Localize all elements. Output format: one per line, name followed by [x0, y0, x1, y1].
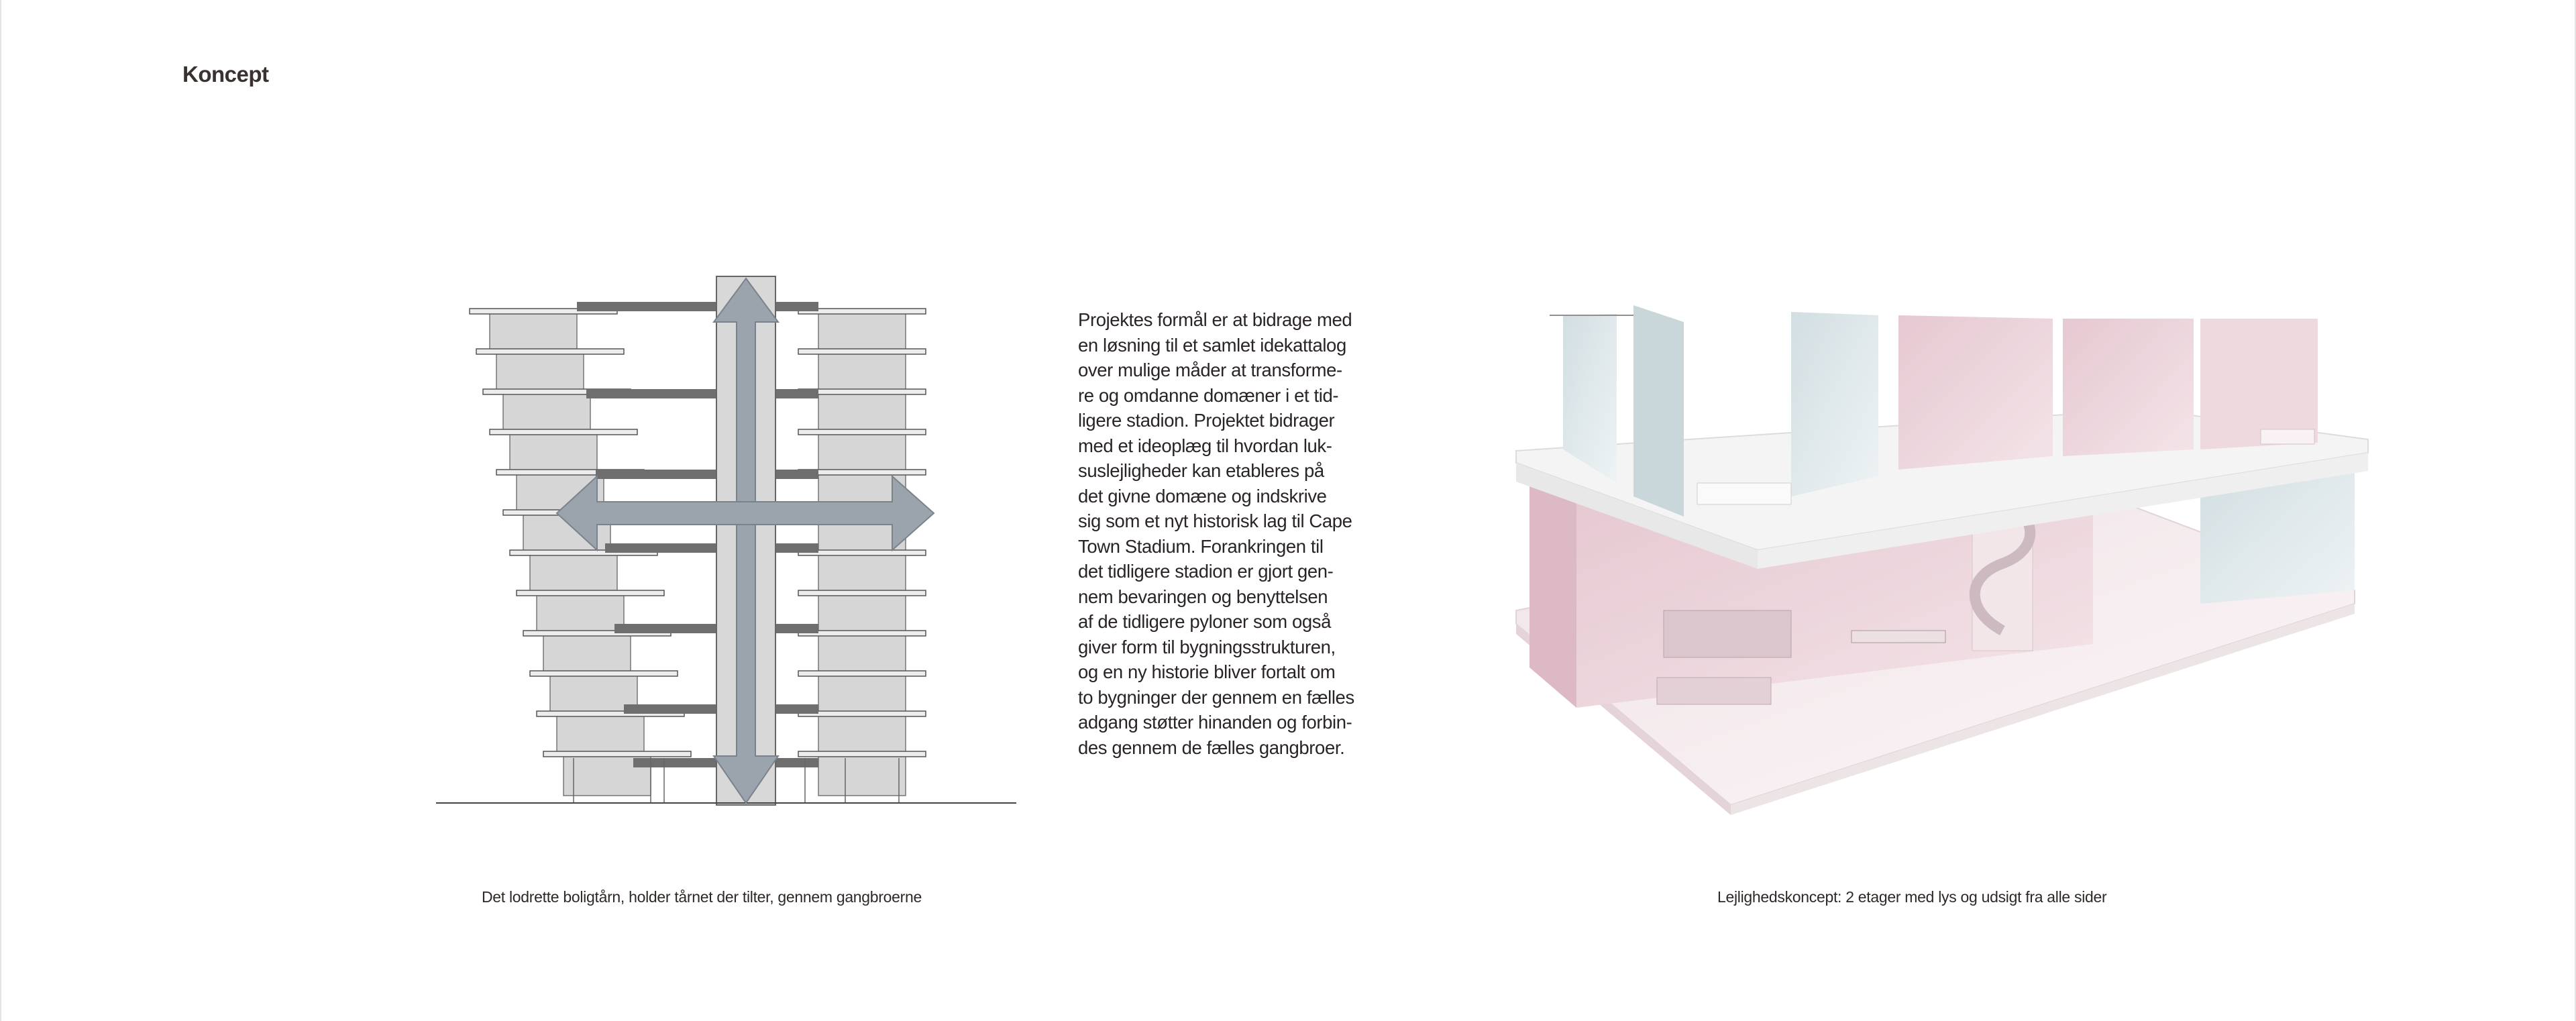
right-tower-slab	[798, 349, 926, 354]
walkway-left	[586, 389, 716, 398]
left-tower-floor	[543, 635, 631, 675]
right-tower-floor	[818, 313, 906, 353]
left-tower-slab	[543, 751, 691, 757]
upper-bed-2	[2261, 429, 2314, 444]
upper-blue-wall-3	[1791, 312, 1878, 496]
walkway-left	[605, 543, 716, 553]
tower-caption: Det lodrette boligtårn, holder tårnet der tilter, gennem gangbroerne	[482, 888, 922, 906]
right-tower-slab	[798, 429, 926, 435]
concept-description: Projektes formål er at bidrage med en løsning til et samlet idekattalog over mulige måder at transforme- re og omdanne domæner i et tid- ligere stadion. Projektet bidrager med et ideoplæg til hvordan luk- suslejligheder kan etableres på det givne domæne og indskrive sig som et nyt historisk lag til Cape Town Stadium. Forankringen til det tidligere stadion er gjort gen- nem bevaringen og benyttelsen af de tidligere pyloner som også giver form til bygningsstrukturen, og en ny historie bliver fortalt om to bygninger der gennem en fælles adgang støtter hinanden og forbin- des gennem de fælles gangbroer.	[1078, 309, 1354, 758]
right-tower-floor	[818, 715, 906, 755]
walkway-right	[775, 389, 818, 398]
left-tower-floor	[503, 393, 590, 433]
walkway-left	[596, 470, 716, 479]
right-tower-slab	[798, 751, 926, 757]
apartment-caption: Lejlighedskoncept: 2 etager med lys og udsigt fra alle sider	[1717, 888, 2107, 906]
right-tower-floor	[818, 554, 906, 594]
walkway-left	[624, 704, 716, 714]
right-tower-floor	[818, 393, 906, 433]
walkway-right	[775, 543, 818, 553]
left-tower-floor	[490, 313, 577, 353]
right-tower-slab	[798, 590, 926, 596]
upper-pink-wall-2	[2063, 319, 2194, 456]
walkway-right	[775, 470, 818, 479]
upper-blue-wall-2	[1633, 305, 1684, 517]
walkway-left	[577, 302, 716, 311]
left-tower-slab	[490, 429, 637, 435]
apartment-axonometric-render	[1503, 295, 2388, 818]
left-tower-slab	[530, 671, 678, 676]
kitchen-island	[1664, 610, 1791, 657]
left-tower-slab	[476, 349, 624, 354]
left-tower-floor	[510, 433, 597, 474]
walkway-right	[775, 302, 818, 311]
sofa	[1657, 678, 1771, 704]
walkway-right	[775, 624, 818, 633]
left-tower-floor	[496, 353, 584, 393]
upper-pink-wall-1	[1898, 315, 2053, 470]
right-tower-floor	[818, 433, 906, 474]
tower-section-diagram	[429, 268, 1020, 818]
right-tower-floor	[818, 353, 906, 393]
upper-bed	[1697, 483, 1791, 504]
left-tower-slab	[517, 590, 664, 596]
page-edge-left	[0, 0, 1, 1021]
right-tower-floor	[818, 755, 906, 796]
right-tower-floor	[818, 675, 906, 715]
walkway-right	[775, 704, 818, 714]
left-tower-floor	[557, 715, 644, 755]
right-tower-floor	[818, 635, 906, 675]
right-tower-floor	[818, 594, 906, 635]
left-tower-floor	[530, 554, 617, 594]
right-tower-slab	[798, 671, 926, 676]
dining-table	[1851, 631, 1945, 643]
page-title: Koncept	[182, 62, 269, 87]
ground-left-wall	[1529, 466, 1576, 708]
walkway-left	[633, 758, 716, 767]
walkway-right	[775, 758, 818, 767]
walkway-left	[614, 624, 716, 633]
left-tower-floor	[537, 594, 624, 635]
